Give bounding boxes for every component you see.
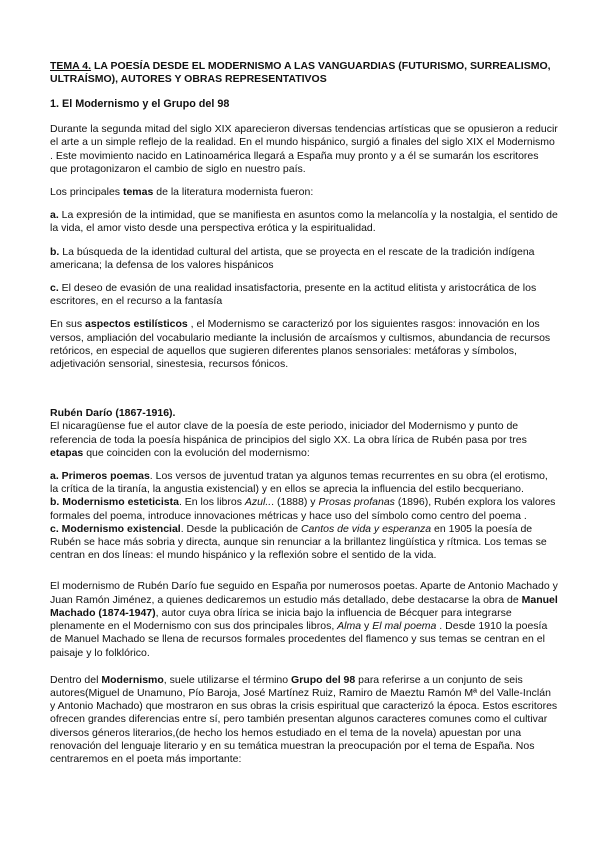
dario-intro-text-end: que coinciden con la evolución del modernismo:	[83, 446, 310, 459]
stage-text: . (1888) y	[271, 496, 319, 509]
grupo98-paragraph	[50, 674, 558, 766]
theme-letter: c.	[50, 282, 59, 295]
document-body	[50, 60, 558, 776]
document-title	[50, 60, 558, 86]
book-title: El mal poema	[372, 620, 437, 633]
book-title: Azul..	[244, 496, 272, 509]
themes-keyword: temas	[122, 186, 154, 199]
grupo98-text: para referirse a un conjunto de seis autores(Miguel de Unamuno, Pío Baroja, José Martínez Ruiz, Ramiro de Maeztu Ramón Mª del Valle-Inclán y Antonio Machado) que mostraron en sus obras la crisis espiritual que caracterizó la época. Estos escritores ofrecen grandes diferencias entre sí, pero también presentan algunos caracteres comunes como el cultivar diversos géneros literarios,(de hecho los hemos estudiado en el tema de la novela) apuestan por una renovación del lenguaje literario y en su temática muestran la preocupación por el tema de España. Nos centraremos en el poeta más importante:	[50, 673, 558, 765]
theme-item-a	[50, 209, 558, 235]
book-title: Alma	[337, 620, 362, 633]
grupo98-text: , suele utilizarse el término	[163, 673, 292, 686]
theme-item-c	[50, 282, 558, 308]
section-heading: 1. El Modernismo y el Grupo del 98	[50, 98, 230, 110]
dario-heading	[50, 407, 558, 420]
stage-label: a. Primeros poemas	[50, 470, 150, 483]
style-text-end: , el Modernismo se caracterizó por los siguientes rasgos: innovación en los versos, ampliación del vocabulario mediante la inclusión de arcaísmos y cultismos, abundancia de recursos retóricos, en especial de aquellos que sugieren diferentes planos sensoriales: metáforas y símbolos, adjetivación sensorial, sinestesia, recursos fónicos.	[50, 318, 551, 371]
theme-item-b	[50, 246, 558, 272]
dario-heading-text: Rubén Darío (1867-1916).	[50, 407, 176, 420]
dario-keyword: etapas	[50, 446, 84, 459]
dario-intro	[50, 420, 558, 460]
theme-letter: b.	[50, 245, 60, 258]
stage-text: . Desde la publicación de	[180, 522, 301, 535]
theme-text: El deseo de evasión de una realidad insatisfactoria, presente en la actitud elitista y aristocrática de los escritores, en el recurso a la fantasía	[50, 282, 537, 308]
stage-text: . Los versos de juventud tratan ya algunos temas recurrentes en su obra (el erotismo, la crítica de la tiranía, la angustia existencial) y en ellos se aprecia la influencia del estilo becqueriano.	[50, 470, 548, 496]
themes-intro	[50, 186, 558, 199]
grupo98-text: Dentro del	[50, 673, 102, 686]
title-text: LA POESÍA DESDE EL MODERNISMO A LAS VANGUARDIAS (FUTURISMO, SURREALISMO, ULTRAÍSMO), AUTORES Y OBRAS REPRESENTATIVOS	[50, 60, 551, 85]
stage-text: (1896), Rubén explora los valores formales del poema, introduce innovaciones métricas y hace uso del símbolo como centro del poema .	[50, 496, 556, 522]
intro-paragraph: Durante la segunda mitad del siglo XIX aparecieron diversas tendencias artísticas que se opusieron a reducir el arte a un simple reflejo de la realidad. En el mundo hispánico, surgió a finales del siglo XIX el Modernismo . Este movimiento nacido en Latinoamérica llegará a España muy pronto y a él se sumarán los escritores que protagonizaron el cambio de siglo en nuestro país.	[50, 123, 558, 175]
grupo98-keyword: Grupo del 98	[291, 673, 356, 686]
theme-text: La expresión de la intimidad, que se manifiesta en asuntos como la melancolía y la nostalgia, el sentido de la vida, el amor visto desde una perspectiva erótica y la espiritualidad.	[50, 209, 558, 235]
style-paragraph	[50, 318, 558, 371]
grupo98-keyword: Modernismo	[101, 673, 164, 686]
machado-text: El modernismo de Rubén Darío fue seguido en España por numerosos poetas. Aparte de Antonio Machado y Juan Ramón Jiménez, a quienes dedicaremos un estudio más detallado, debe destacarse la obra de	[50, 580, 558, 606]
stage-text: en 1905 la poesía de Rubén se hace más sobria y directa, aunque sin renunciar a la brillantez lingüística y rítmica. Los temas se centran en dos líneas: el mundo hispánico y la reflexión sobre el sentido de la vida.	[50, 522, 547, 562]
stage-label: c. Modernismo existencial	[50, 522, 181, 535]
style-keyword: aspectos estilísticos	[85, 318, 188, 331]
dario-intro-text: El nicaragüense fue el autor clave de la poesía de este periodo, iniciador del Modernismo y punto de referencia de toda la poesía hispánica de principios del siglo XX. La obra lírica de Rubén pasa por tres	[50, 420, 527, 446]
theme-letter: a.	[50, 209, 59, 222]
machado-text: . Desde 1910 la poesía de Manuel Machado se llena de recursos formales procedentes del flamenco y sus temas se centran en el paisaje y lo folklórico.	[50, 620, 548, 659]
themes-intro-text: Los principales	[50, 186, 123, 199]
book-title: Cantos de vida y esperanza	[300, 522, 432, 535]
stage-text: . En los libros	[178, 496, 245, 509]
dario-stage-c	[50, 523, 558, 563]
machado-paragraph	[50, 580, 558, 659]
dario-stage-b	[50, 496, 558, 522]
machado-name: Manuel Machado (1874-1947)	[50, 593, 558, 619]
machado-text: , autor cuya obra lírica se inicia bajo la influencia de Bécquer para integrarse plenamente en el Modernismo con sus dos principales libros,	[50, 606, 512, 633]
themes-intro-text-end: de la literatura modernista fueron:	[153, 186, 314, 199]
style-text: En sus	[50, 318, 86, 331]
machado-text: y	[361, 620, 373, 633]
title-number: TEMA 4.	[50, 60, 92, 72]
dario-stage-a	[50, 470, 558, 496]
book-title: Prosas profanas	[318, 496, 395, 509]
stage-label: b. Modernismo esteticista	[50, 496, 179, 509]
spacer	[50, 381, 558, 407]
theme-text: La búsqueda de la identidad cultural del artista, que se proyecta en el rescate de la tradición indígena americana; la defensa de los valores hispánicos	[50, 245, 535, 271]
